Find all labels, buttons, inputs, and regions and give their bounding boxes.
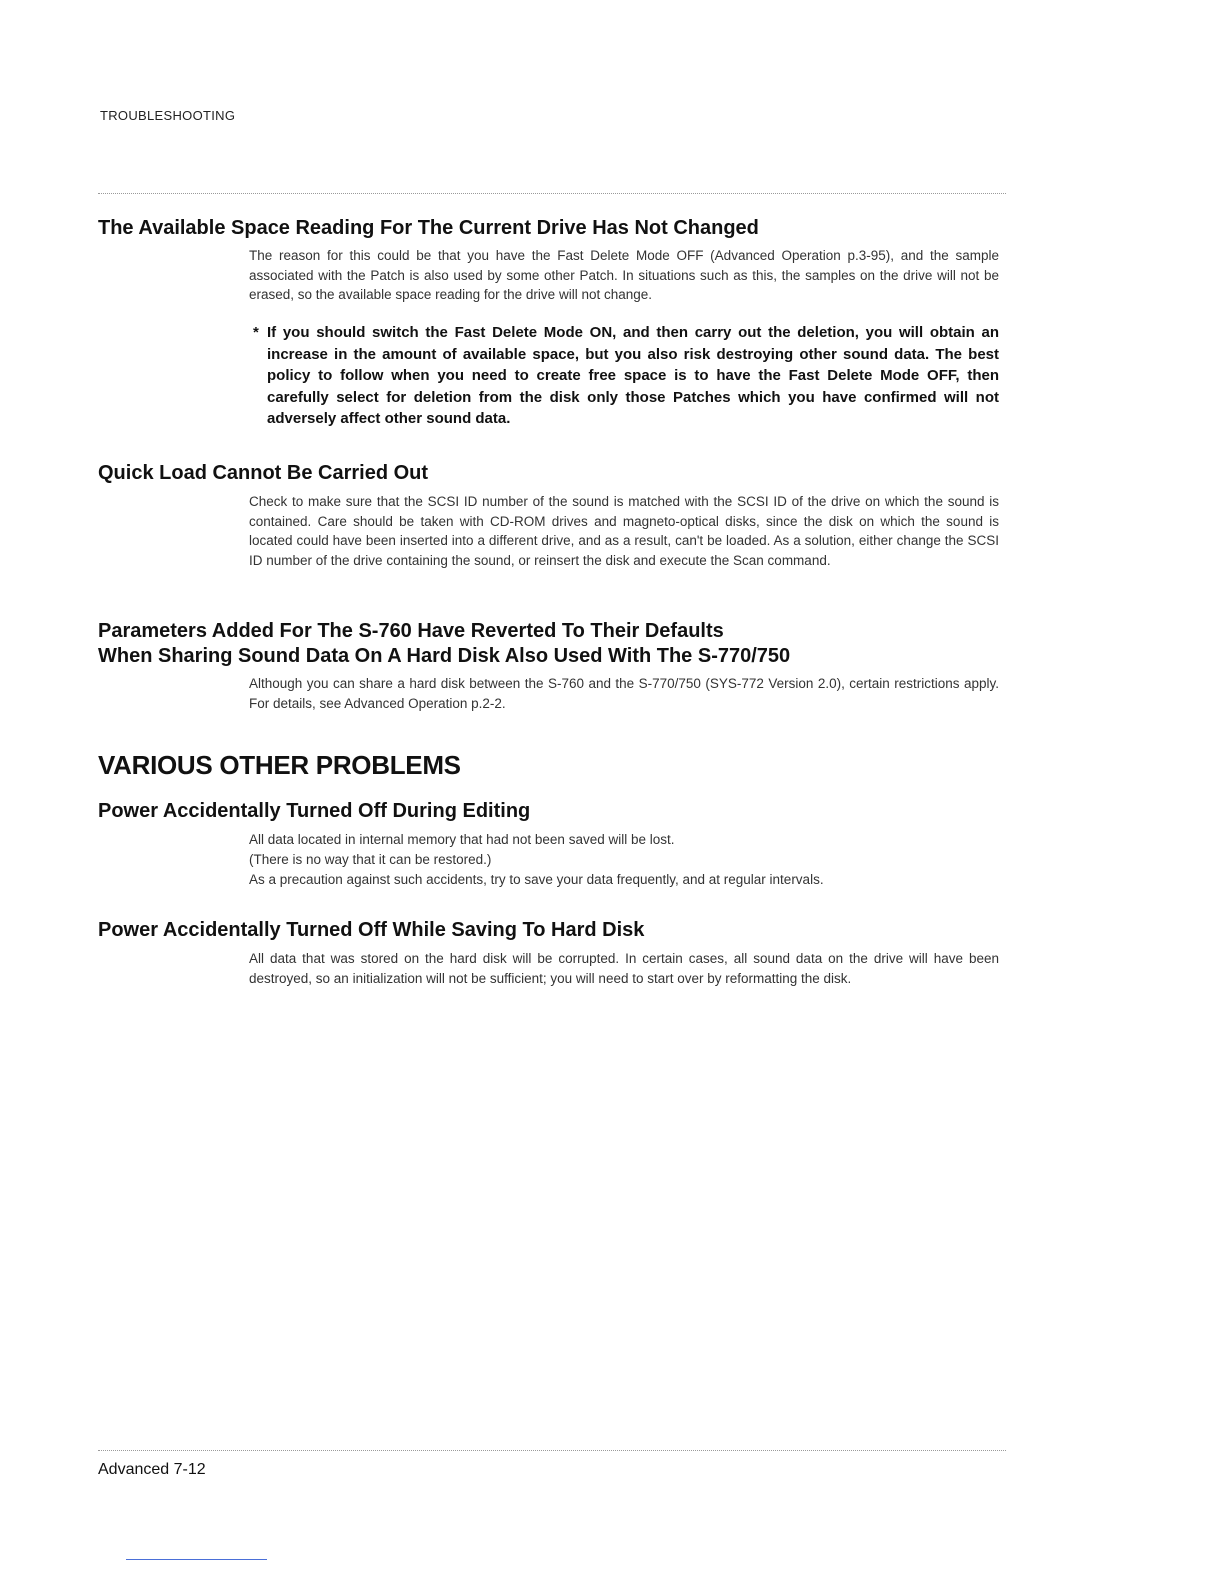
page-number: Advanced 7-12 xyxy=(98,1461,206,1478)
note-text: If you should switch the Fast Delete Mode ON, and then carry out the deletion, you will obtain an increase in the amount of available space, but you also risk destroying other sound data. The best policy to follow when you need to create free space is to have the Fast Delete Mode OFF, then carefully select for deletion from the disk only those Patches which you have confirmed will not adversely affect other sound data. xyxy=(267,324,999,427)
heading-parameters-line2: When Sharing Sound Data On A Hard Disk Also Used With The S-770/750 xyxy=(98,645,791,667)
paragraph-editing-line1: All data located in internal memory that had not been saved will be lost. xyxy=(249,832,675,847)
paragraph-quick-load: Check to make sure that the SCSI ID number of the sound is matched with the SCSI ID of the drive on which the sound is contained. Care should be taken with CD-ROM drives and magneto-optical disks, since the disk on which the sound is located could have been inserted into a different drive, and as a result, can't be loaded. As a solution, either change the SCSI ID number of the drive containing the sound, or reinsert the disk and execute the Scan command. xyxy=(249,494,999,568)
top-divider xyxy=(98,193,1006,194)
heading-various-other-problems: VARIOUS OTHER PROBLEMS xyxy=(98,750,461,780)
heading-parameters-line1: Parameters Added For The S-760 Have Reverted To Their Defaults xyxy=(98,620,724,642)
heading-quick-load: Quick Load Cannot Be Carried Out xyxy=(98,462,429,484)
note-fast-delete xyxy=(253,322,999,430)
bottom-divider xyxy=(98,1450,1006,1451)
paragraph-saving: All data that was stored on the hard disk will be corrupted. In certain cases, all sound data on the drive will have been destroyed, so an initialization will not be sufficient; you will need to start over by reformatting the disk. xyxy=(249,951,999,986)
paragraph-editing-line2: (There is no way that it can be restored.) xyxy=(249,852,492,867)
paragraph-available-space: The reason for this could be that you have the Fast Delete Mode OFF (Advanced Operation p.3-95), and the sample associated with the Patch is also used by some other Patch. In situations such as this, the samples on the drive will not be erased, so the available space reading for the drive will not change. xyxy=(249,248,999,302)
heading-power-off-editing: Power Accidentally Turned Off During Editing xyxy=(98,800,531,822)
paragraph-parameters: Although you can share a hard disk between the S-760 and the S-770/750 (SYS-772 Version 2.0), certain restrictions apply. For details, see Advanced Operation p.2-2. xyxy=(249,676,999,711)
heading-power-off-saving: Power Accidentally Turned Off While Saving To Hard Disk xyxy=(98,919,645,941)
heading-available-space: The Available Space Reading For The Current Drive Has Not Changed xyxy=(98,217,759,239)
note-bullet: * xyxy=(253,324,259,341)
running-header: TROUBLESHOOTING xyxy=(100,108,236,123)
bottom-underline-mark xyxy=(126,1559,267,1560)
paragraph-editing-line3: As a precaution against such accidents, try to save your data frequently, and at regular intervals. xyxy=(249,872,824,887)
